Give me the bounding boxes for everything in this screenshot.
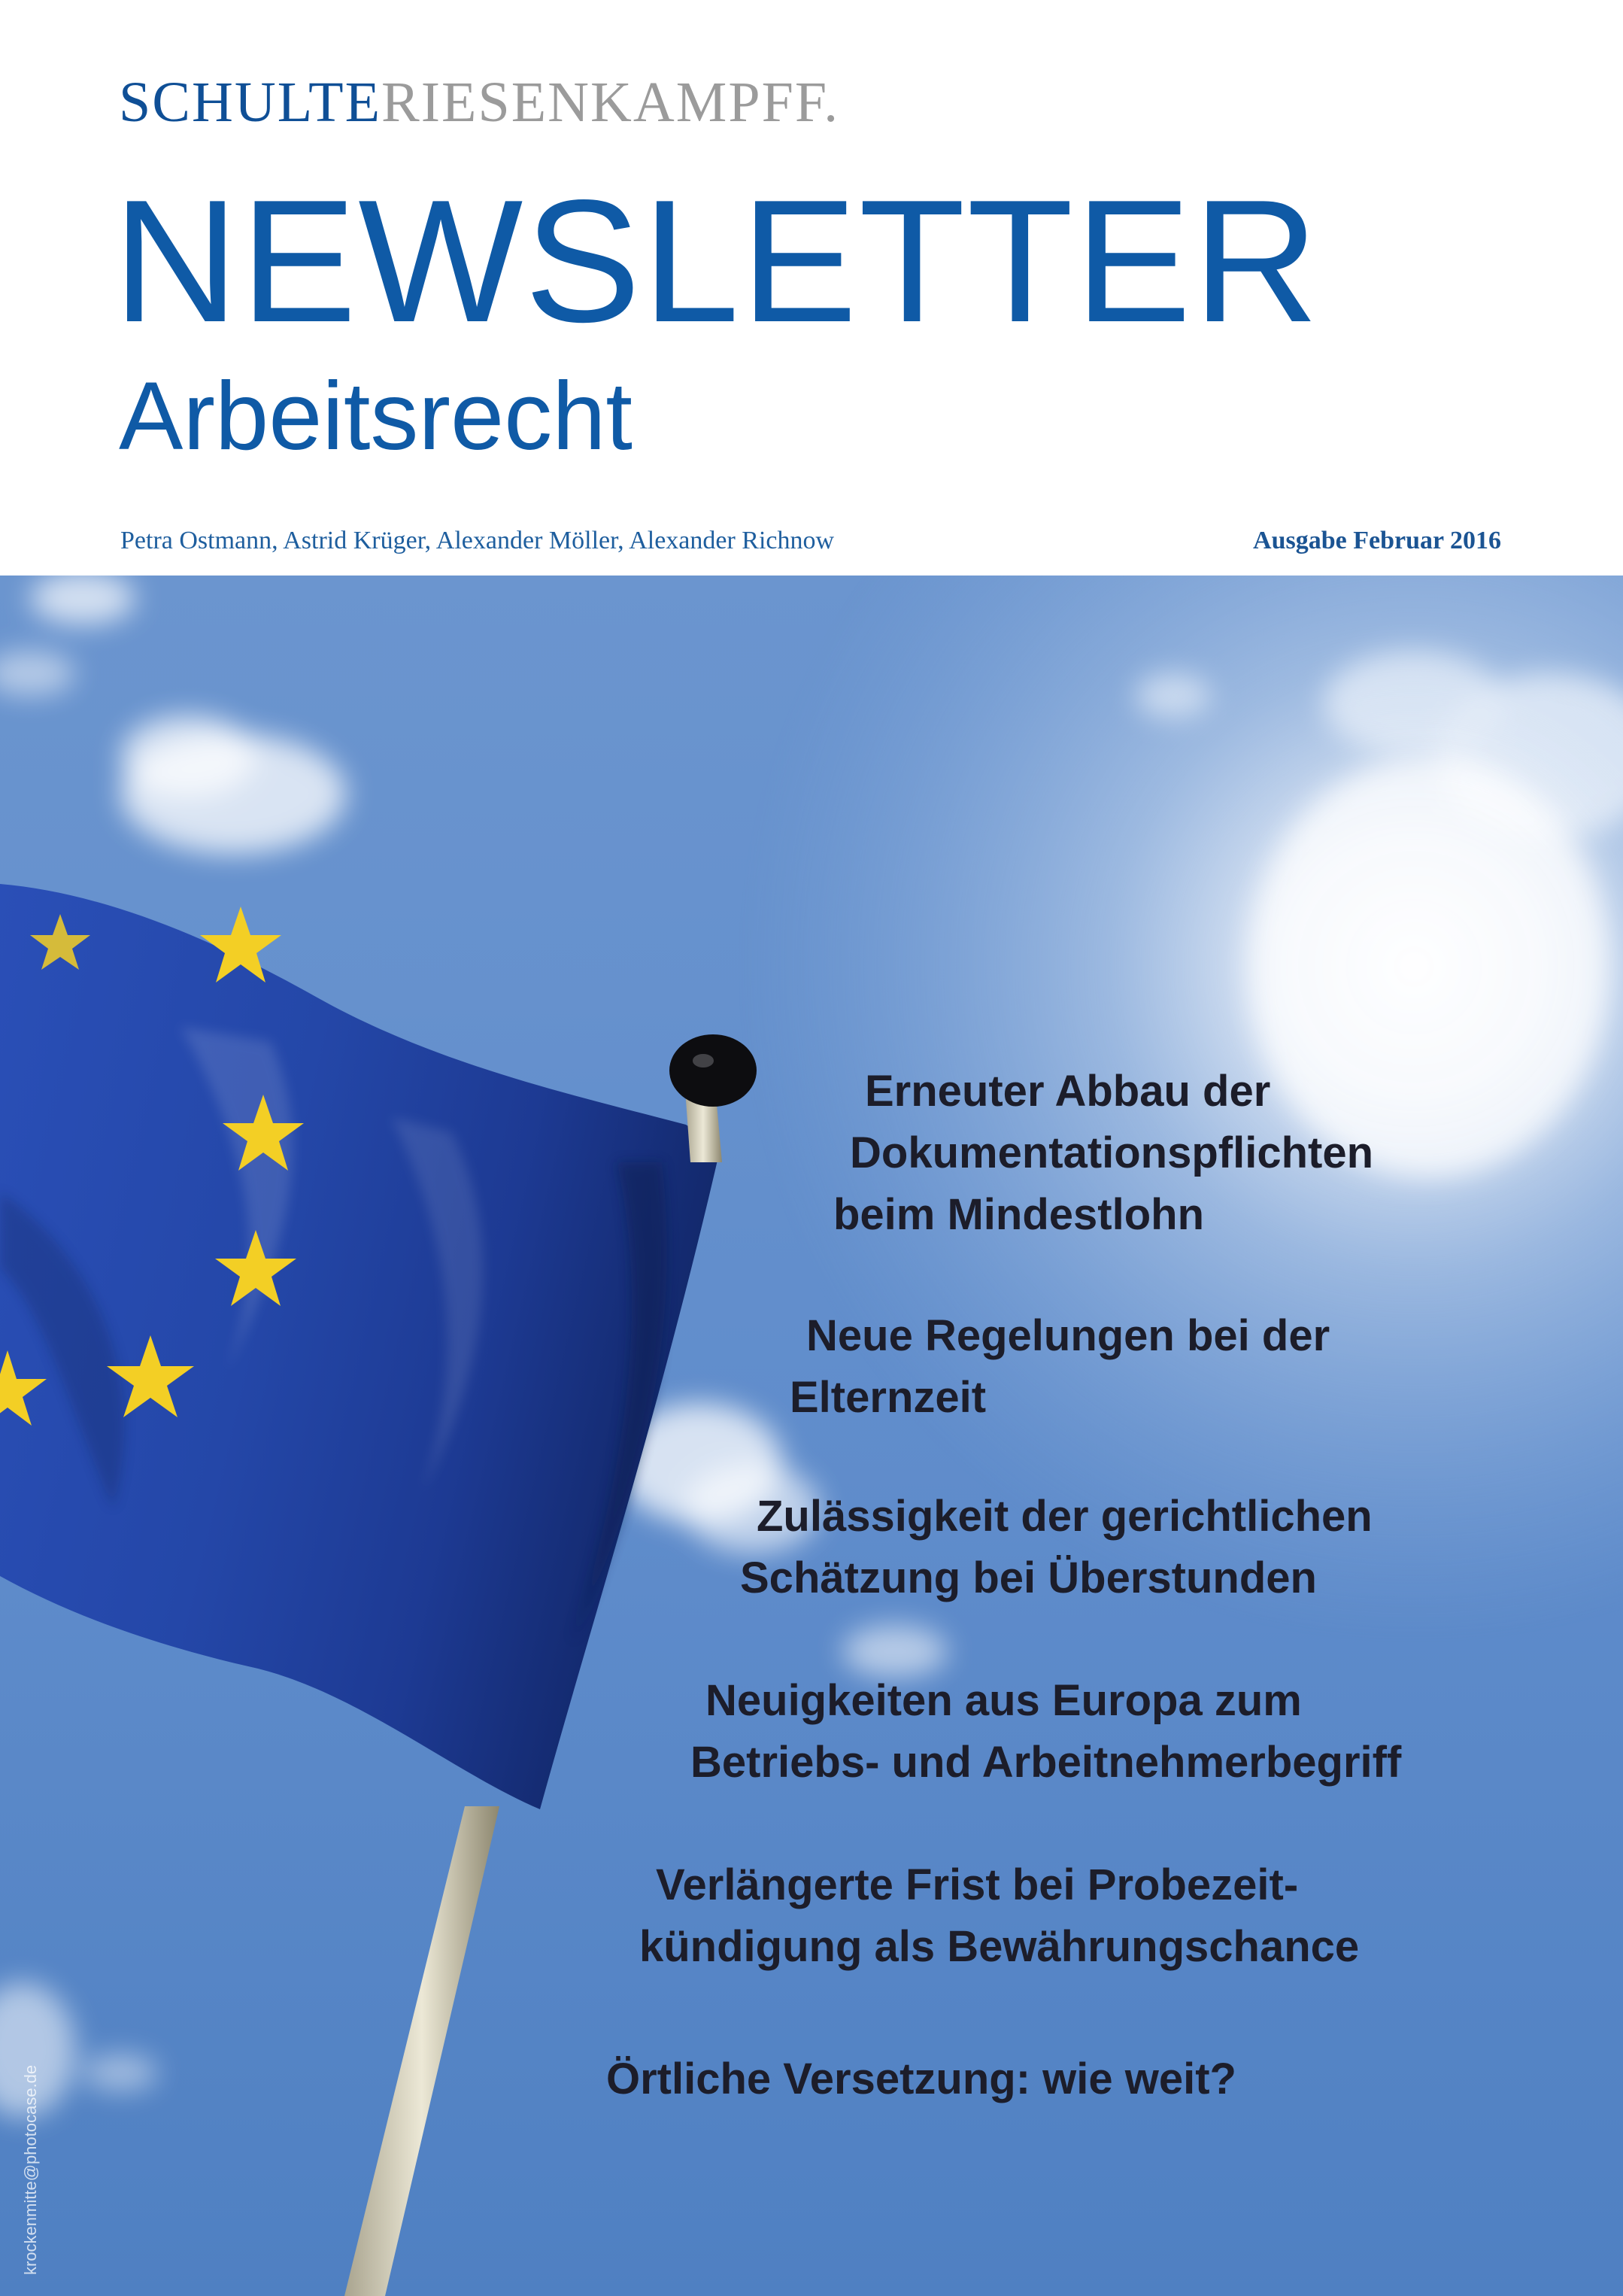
authors-line: Petra Ostmann, Astrid Krüger, Alexander Möller, Alexander Richnow	[120, 527, 835, 554]
issue-date: Ausgabe Februar 2016	[1253, 527, 1501, 554]
headline-2: Neue Regelungen bei der Elternzeit	[790, 1311, 1330, 1422]
headline-1: Erneuter Abbau der Dokumentationspflichten beim Mindestlohn	[833, 1067, 1374, 1239]
brand-logo-part1: SCHULTE	[119, 71, 382, 134]
cover-photo	[0, 576, 1623, 2296]
page-title: NEWSLETTER	[113, 164, 1321, 359]
photo-credit: krockenmitte@photocase.de	[21, 2064, 40, 2275]
brand-logo-part2: RIESENKAMPFF.	[381, 71, 840, 134]
flagpole-finial	[669, 1034, 757, 1107]
cover-photo-illustration	[0, 576, 1623, 2296]
page-subtitle: Arbeitsrecht	[119, 363, 633, 470]
headline-3: Zulässigkeit der gerichtlichen Schätzung bei Überstunden	[740, 1492, 1373, 1602]
newsletter-header	[0, 0, 1623, 576]
headline-5: Verlängerte Frist bei Probezeit- kündigung als Bewährungschance	[639, 1860, 1360, 1971]
brand-logo	[119, 71, 840, 134]
headline-4: Neuigkeiten aus Europa zum Betriebs- und Arbeitnehmerbegriff	[690, 1676, 1402, 1787]
headline-6: Örtliche Versetzung: wie weit?	[606, 2055, 1236, 2103]
